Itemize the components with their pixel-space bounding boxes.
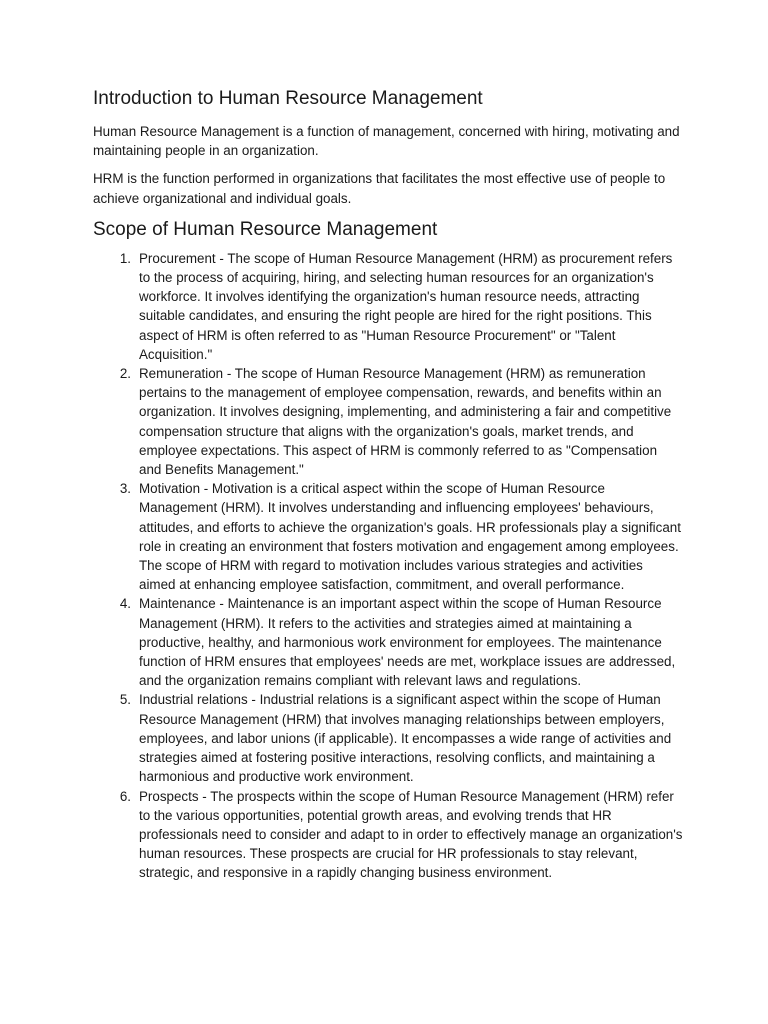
list-item-number: 3. [119, 481, 131, 497]
list-item-text: Maintenance - Maintenance is an important aspect within the scope of Human Resource Management (HRM). It refers to the activities and strategies aimed at maintaining a productive, healthy, and harmonious work environment for employees. The maintenance function of HRM ensures that employees' needs are met, workplace issues are addressed, and the organization remains compliant with relevant laws and regulations. [139, 596, 676, 689]
list-item [93, 787, 683, 883]
list-item [93, 690, 683, 786]
list-item-number: 4. [119, 596, 131, 612]
scope-list [93, 249, 683, 883]
intro-heading: Introduction to Human Resource Management [93, 88, 483, 109]
list-item [93, 479, 683, 594]
list-item-number: 6. [119, 788, 131, 804]
list-item-text: Remuneration - The scope of Human Resource Management (HRM) as remuneration pertains to the management of employee compensation, rewards, and benefits within an organization. It involves designing, implementing, and administering a fair and competitive compensation structure that aligns with the organization's goals, market trends, and employee expectations. This aspect of HRM is commonly referred to as "Compensation and Benefits Management." [139, 366, 672, 478]
list-item [93, 249, 683, 364]
list-item-number: 2. [119, 366, 131, 382]
list-item [93, 364, 683, 479]
list-item-number: 5. [119, 692, 131, 708]
scope-heading: Scope of Human Resource Management [93, 218, 438, 240]
intro-paragraph-1: Human Resource Management is a function of management, concerned with hiring, motivating and maintaining people in an organization. [93, 124, 680, 159]
list-item-text: Prospects - The prospects within the scope of Human Resource Management (HRM) refer to the various opportunities, potential growth areas, and evolving trends that HR professionals need to consider and adapt to in order to effectively manage an organization's human resources. These prospects are crucial for HR professionals to stay relevant, strategic, and responsive in a rapidly changing business environment. [139, 788, 683, 881]
list-item-text: Industrial relations - Industrial relations is a significant aspect within the scope of Human Resource Management (HRM) that involves managing relationships between employers, employees, and labor unions (if applicable). It encompasses a wide range of activities and strategies aimed at fostering positive interactions, resolving conflicts, and maintaining a harmonious and productive work environment. [139, 692, 672, 785]
list-item-number: 1. [119, 250, 131, 266]
intro-paragraph-2: HRM is the function performed in organizations that facilitates the most effective use of people to achieve organizational and individual goals. [93, 171, 666, 206]
list-item [93, 594, 683, 690]
list-item-text: Procurement - The scope of Human Resource Management (HRM) as procurement refers to the process of acquiring, hiring, and selecting human resources for an organization's workforce. It involves identifying the organization's human resource needs, attracting suitable candidates, and ensuring the right people are hired for the right positions. This aspect of HRM is often referred to as "Human Resource Procurement" or "Talent Acquisition." [139, 250, 673, 362]
document-page [93, 86, 683, 883]
list-item-text: Motivation - Motivation is a critical aspect within the scope of Human Resource Management (HRM). It involves understanding and influencing employees' behaviours, attitudes, and efforts to achieve the organization's goals. HR professionals play a significant role in creating an environment that fosters motivation and engagement among employees. The scope of HRM with regard to motivation includes various strategies and activities aimed at enhancing employee satisfaction, commitment, and overall performance. [139, 481, 681, 593]
